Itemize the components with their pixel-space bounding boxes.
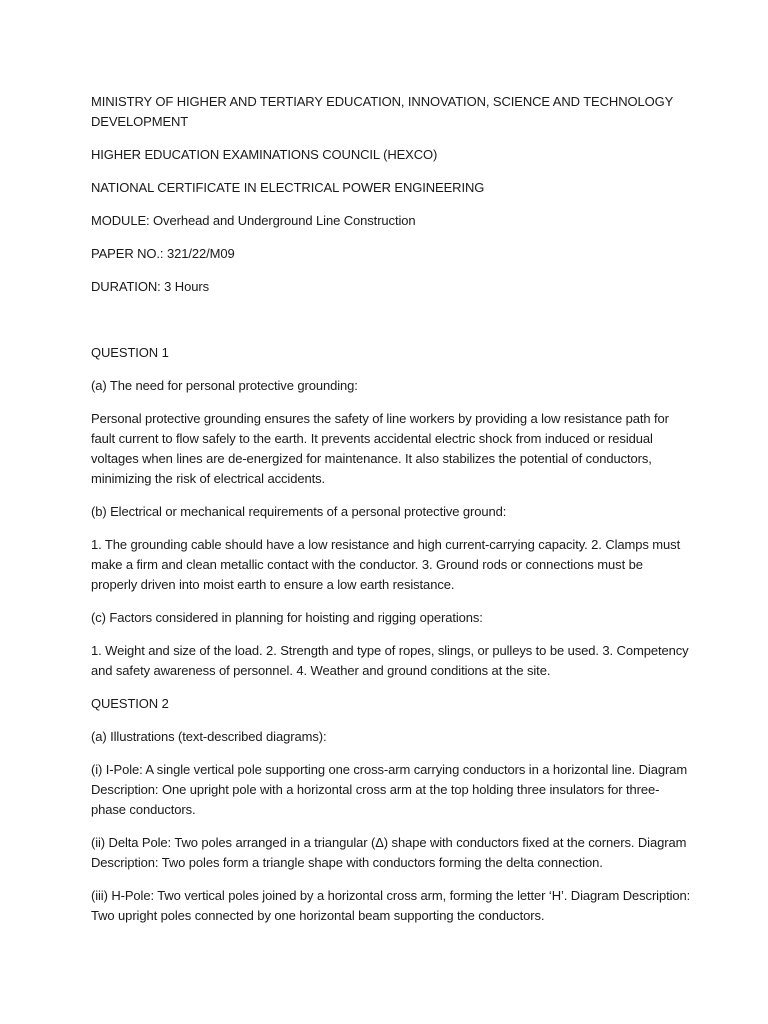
- q1-part-a-body: Personal protective grounding ensures the safety of line workers by providing a low resistance path for fault current to flow safely to the earth. It prevents accidental electric shock from induced or residual voltages when lines are de-energized for maintenance. It also stabilizes the potential of conductors, minimizing the risk of electrical accidents.: [91, 411, 669, 486]
- q1-part-b-title: (b) Electrical or mechanical requirements of a personal protective ground:: [91, 504, 507, 519]
- module-line: MODULE: Overhead and Underground Line Construction: [91, 213, 416, 228]
- q2-delta-pole-paragraph: (ii) Delta Pole: Two poles arranged in a triangular (Δ) shape with conductors fixed at the corners. Diagram Description: Two poles form a triangle shape with conductors forming the delta connection.: [91, 835, 687, 870]
- council-title: HIGHER EDUCATION EXAMINATIONS COUNCIL (HEXCO): [91, 147, 438, 162]
- q2-part-a-title: (a) Illustrations (text-described diagrams):: [91, 729, 327, 744]
- q2-i-pole-paragraph: (i) I-Pole: A single vertical pole supporting one cross-arm carrying conductors in a horizontal line. Diagram Description: One upright pole with a horizontal cross arm at the top holding three insulators for three-phase conductors.: [91, 762, 688, 817]
- paper-number-line: PAPER NO.: 321/22/M09: [91, 246, 235, 261]
- ministry-title: MINISTRY OF HIGHER AND TERTIARY EDUCATION, INNOVATION, SCIENCE AND TECHNOLOGY DEVELOPMENT: [91, 94, 673, 129]
- duration-line: DURATION: 3 Hours: [91, 279, 209, 294]
- q2-h-pole-paragraph: (iii) H-Pole: Two vertical poles joined by a horizontal cross arm, forming the letter ‘H’. Diagram Description: Two upright poles connected by one horizontal beam supporting the conductors.: [91, 888, 691, 923]
- q1-part-b-body: 1. The grounding cable should have a low resistance and high current-carrying capacity. 2. Clamps must make a firm and clean metallic contact with the conductor. 3. Ground rods or connections must be properly driven into moist earth to ensure a low earth resistance.: [91, 537, 681, 592]
- q1-part-c-title: (c) Factors considered in planning for hoisting and rigging operations:: [91, 610, 483, 625]
- q1-part-c-body: 1. Weight and size of the load. 2. Strength and type of ropes, slings, or pulleys to be used. 3. Competency and safety awareness of personnel. 4. Weather and ground conditions at the site.: [91, 643, 689, 678]
- certificate-title: NATIONAL CERTIFICATE IN ELECTRICAL POWER ENGINEERING: [91, 180, 485, 195]
- question-1-heading: QUESTION 1: [91, 345, 169, 360]
- question-2-heading: QUESTION 2: [91, 696, 169, 711]
- document-page: [91, 92, 691, 939]
- q1-part-a-title: (a) The need for personal protective grounding:: [91, 378, 358, 393]
